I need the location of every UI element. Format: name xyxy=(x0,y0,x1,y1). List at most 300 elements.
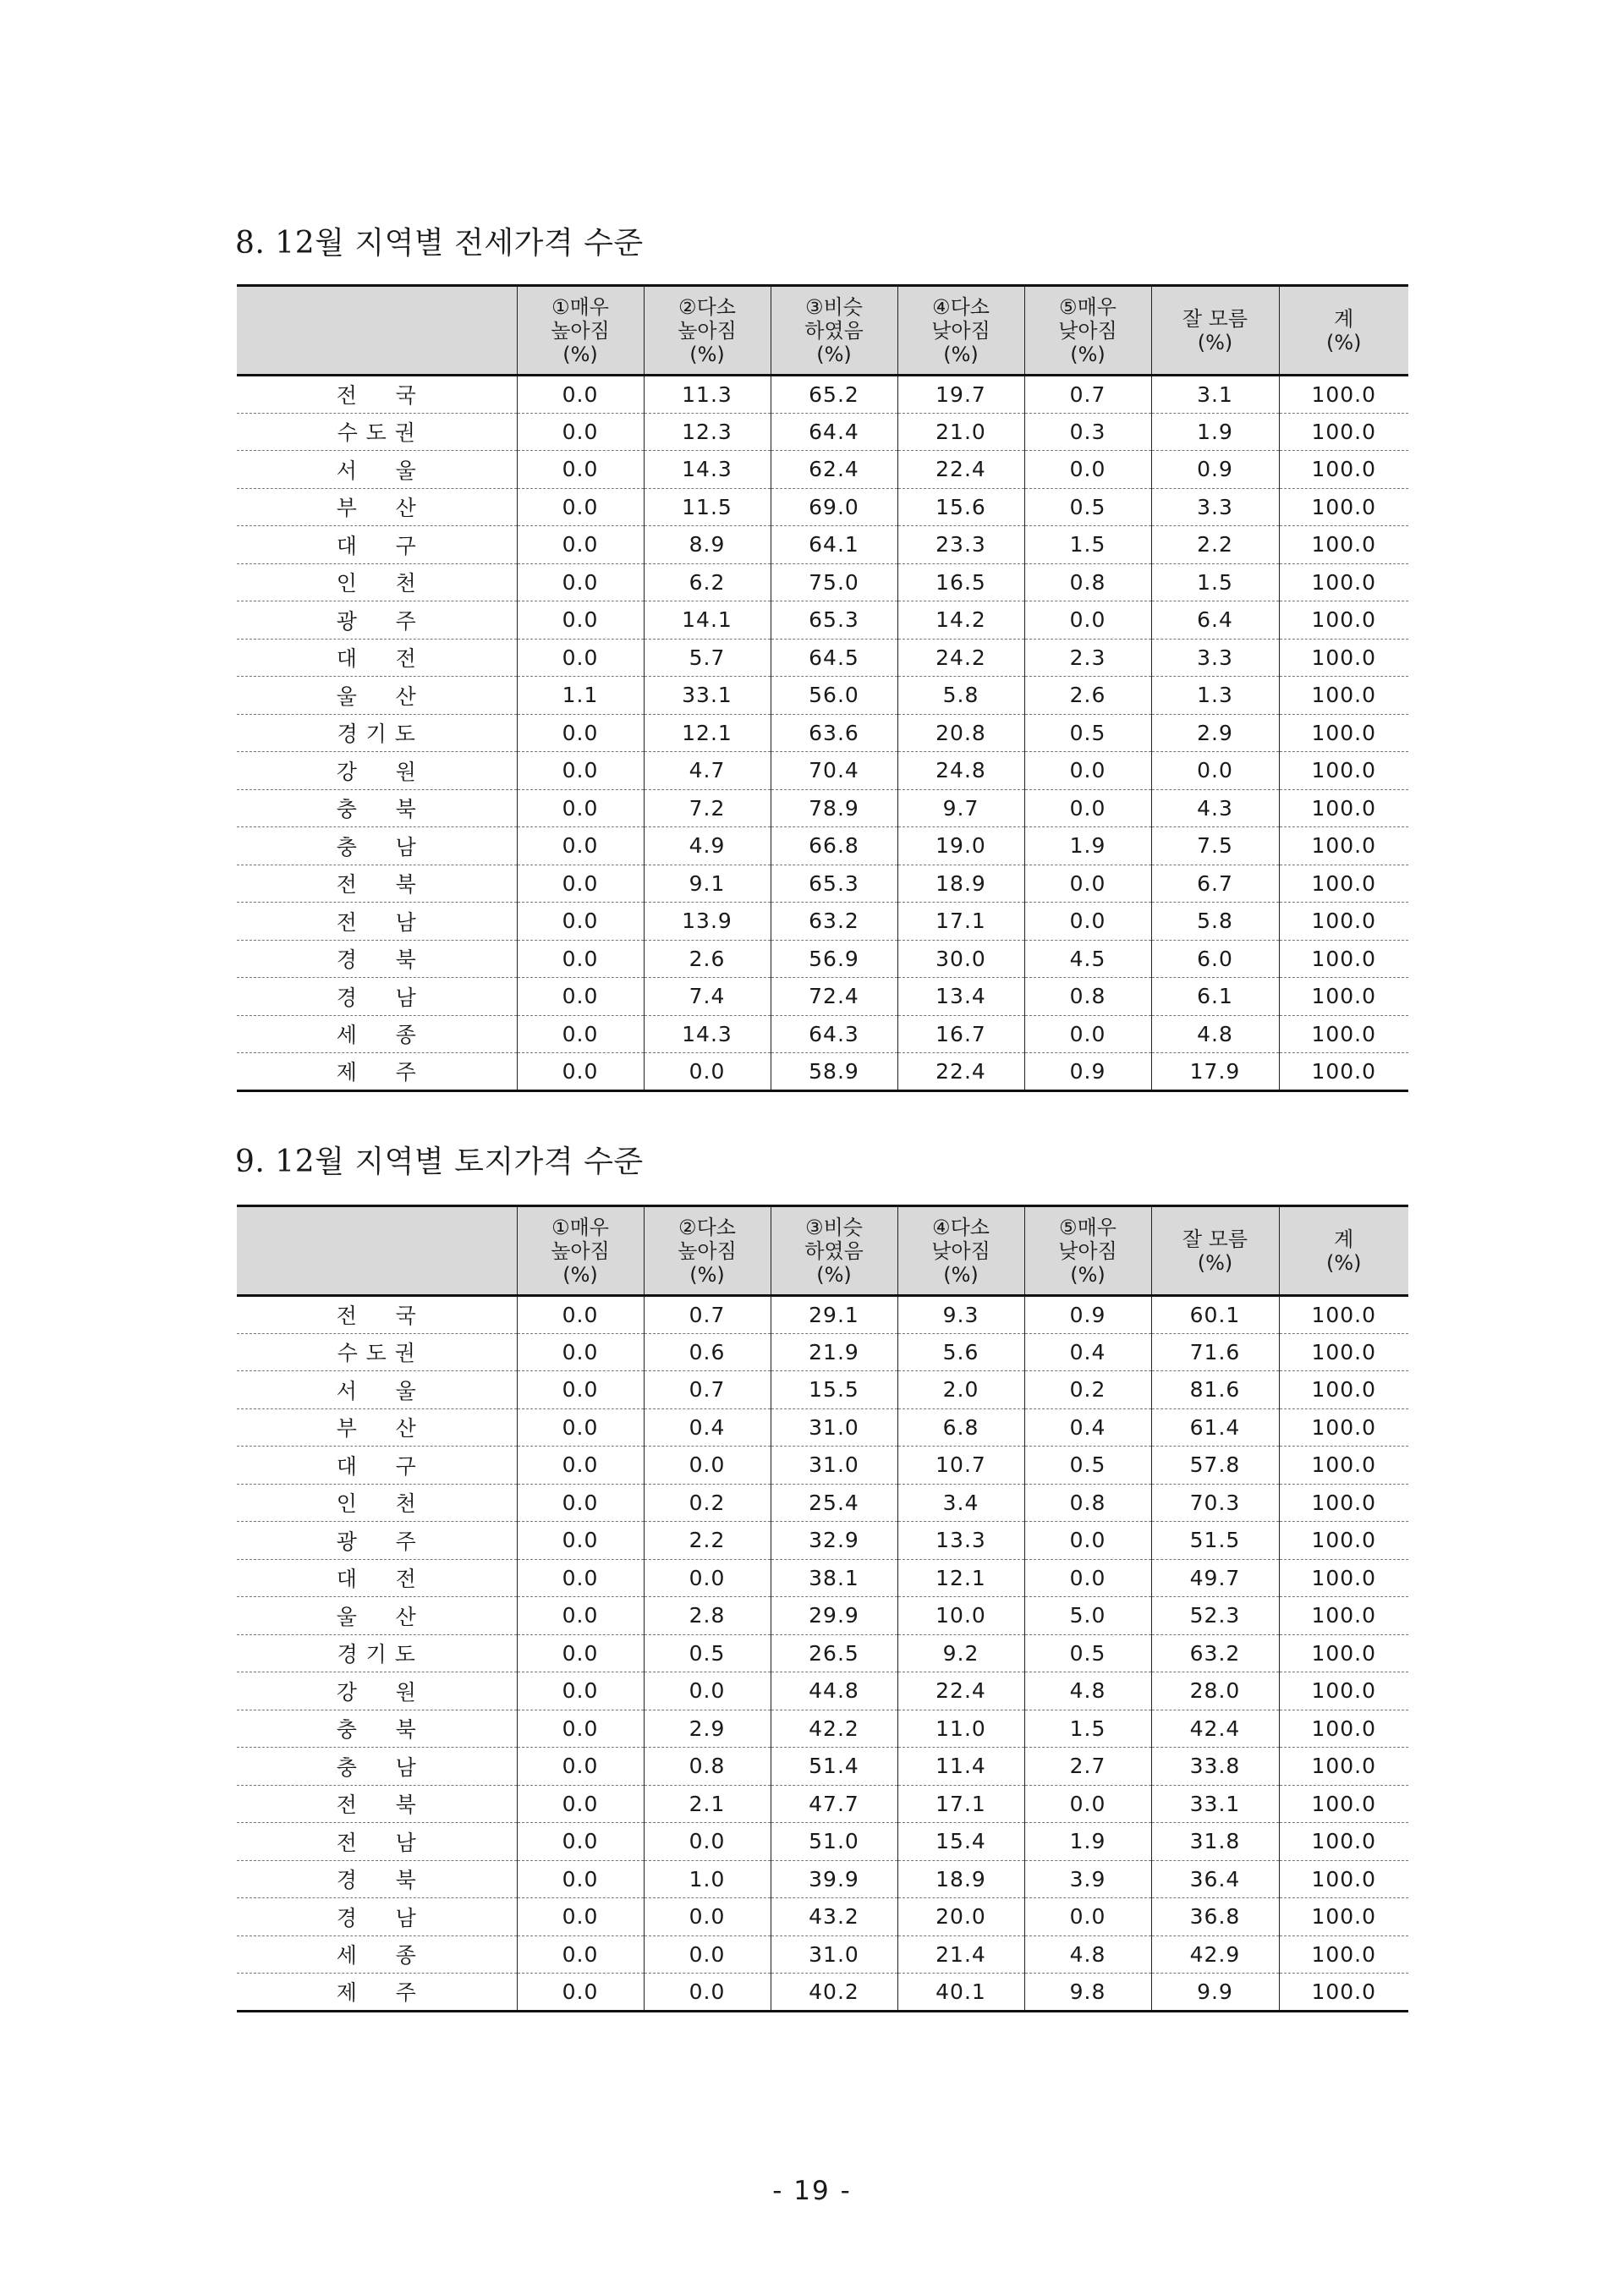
somewhat-high-cell: 0.7 xyxy=(644,1296,771,1334)
region-cell: 경 기 도 xyxy=(237,714,517,752)
region-cell: 전 국 xyxy=(237,376,517,414)
somewhat-high-cell: 12.1 xyxy=(644,714,771,752)
very-high-cell: 0.0 xyxy=(517,1974,644,2012)
similar-cell: 38.1 xyxy=(771,1559,897,1597)
region-cell: 울 산 xyxy=(237,1597,517,1635)
somewhat-high-cell: 2.1 xyxy=(644,1785,771,1823)
table-row xyxy=(237,563,1408,601)
very-high-cell: 0.0 xyxy=(517,1898,644,1936)
somewhat-low-cell: 24.2 xyxy=(897,639,1024,677)
total-cell: 100.0 xyxy=(1279,677,1408,715)
dont-know-cell: 2.2 xyxy=(1151,526,1279,564)
region-cell: 경 북 xyxy=(237,1860,517,1898)
somewhat-high-cell: 0.0 xyxy=(644,1559,771,1597)
somewhat-low-cell: 19.7 xyxy=(897,376,1024,414)
similar-cell: 75.0 xyxy=(771,563,897,601)
total-cell: 100.0 xyxy=(1279,451,1408,489)
very-low-cell: 9.8 xyxy=(1024,1974,1151,2012)
very-high-cell: 1.1 xyxy=(517,677,644,715)
similar-cell: 64.4 xyxy=(771,413,897,451)
region-cell: 수 도 권 xyxy=(237,1333,517,1371)
somewhat-high-cell: 11.3 xyxy=(644,376,771,414)
similar-cell: 31.0 xyxy=(771,1408,897,1447)
very-low-cell: 3.9 xyxy=(1024,1860,1151,1898)
very-low-cell: 2.7 xyxy=(1024,1748,1151,1786)
very-high-cell: 0.0 xyxy=(517,1447,644,1485)
region-cell: 충 남 xyxy=(237,1748,517,1786)
total-cell: 100.0 xyxy=(1279,714,1408,752)
somewhat-high-cell: 0.5 xyxy=(644,1634,771,1672)
header-dont-know: 잘 모름 (%) xyxy=(1151,286,1279,376)
dont-know-cell: 61.4 xyxy=(1151,1408,1279,1447)
similar-cell: 42.2 xyxy=(771,1710,897,1748)
somewhat-low-cell: 10.0 xyxy=(897,1597,1024,1635)
total-cell: 100.0 xyxy=(1279,865,1408,903)
dont-know-cell: 6.1 xyxy=(1151,978,1279,1016)
very-high-cell: 0.0 xyxy=(517,1860,644,1898)
very-high-cell: 0.0 xyxy=(517,488,644,526)
jeonse-price-table xyxy=(237,284,1408,1092)
somewhat-low-cell: 22.4 xyxy=(897,1672,1024,1710)
similar-cell: 63.2 xyxy=(771,903,897,941)
somewhat-high-cell: 7.2 xyxy=(644,789,771,827)
region-cell: 충 북 xyxy=(237,1710,517,1748)
very-low-cell: 0.0 xyxy=(1024,451,1151,489)
table-row xyxy=(237,1522,1408,1560)
very-high-cell: 0.0 xyxy=(517,1015,644,1053)
somewhat-low-cell: 23.3 xyxy=(897,526,1024,564)
very-high-cell: 0.0 xyxy=(517,1371,644,1409)
table-row xyxy=(237,1785,1408,1823)
somewhat-high-cell: 33.1 xyxy=(644,677,771,715)
somewhat-low-cell: 24.8 xyxy=(897,752,1024,790)
somewhat-high-cell: 6.2 xyxy=(644,563,771,601)
dont-know-cell: 33.8 xyxy=(1151,1748,1279,1786)
very-high-cell: 0.0 xyxy=(517,601,644,640)
somewhat-high-cell: 9.1 xyxy=(644,865,771,903)
table-row xyxy=(237,1296,1408,1334)
dont-know-cell: 4.3 xyxy=(1151,789,1279,827)
very-high-cell: 0.0 xyxy=(517,752,644,790)
somewhat-low-cell: 17.1 xyxy=(897,903,1024,941)
total-cell: 100.0 xyxy=(1279,1447,1408,1485)
dont-know-cell: 57.8 xyxy=(1151,1447,1279,1485)
region-cell: 전 국 xyxy=(237,1296,517,1334)
somewhat-high-cell: 11.5 xyxy=(644,488,771,526)
total-cell: 100.0 xyxy=(1279,601,1408,640)
total-cell: 100.0 xyxy=(1279,1296,1408,1334)
similar-cell: 43.2 xyxy=(771,1898,897,1936)
very-low-cell: 0.2 xyxy=(1024,1371,1151,1409)
very-low-cell: 0.5 xyxy=(1024,488,1151,526)
header-very-low: ⑤매우 낮아짐 (%) xyxy=(1024,1206,1151,1296)
somewhat-high-cell: 2.9 xyxy=(644,1710,771,1748)
header-region xyxy=(237,1206,517,1296)
region-cell: 광 주 xyxy=(237,601,517,640)
dont-know-cell: 17.9 xyxy=(1151,1053,1279,1091)
similar-cell: 29.1 xyxy=(771,1296,897,1334)
dont-know-cell: 1.9 xyxy=(1151,413,1279,451)
dont-know-cell: 1.3 xyxy=(1151,677,1279,715)
dont-know-cell: 70.3 xyxy=(1151,1484,1279,1522)
table-row xyxy=(237,865,1408,903)
very-high-cell: 0.0 xyxy=(517,639,644,677)
similar-cell: 47.7 xyxy=(771,1785,897,1823)
total-cell: 100.0 xyxy=(1279,1672,1408,1710)
total-cell: 100.0 xyxy=(1279,563,1408,601)
very-low-cell: 4.8 xyxy=(1024,1935,1151,1974)
very-low-cell: 0.3 xyxy=(1024,413,1151,451)
region-cell: 인 천 xyxy=(237,563,517,601)
very-low-cell: 4.5 xyxy=(1024,940,1151,978)
table-row xyxy=(237,940,1408,978)
region-cell: 강 원 xyxy=(237,752,517,790)
similar-cell: 63.6 xyxy=(771,714,897,752)
region-cell: 대 전 xyxy=(237,1559,517,1597)
very-high-cell: 0.0 xyxy=(517,413,644,451)
somewhat-high-cell: 2.2 xyxy=(644,1522,771,1560)
dont-know-cell: 28.0 xyxy=(1151,1672,1279,1710)
total-cell: 100.0 xyxy=(1279,940,1408,978)
table-row xyxy=(237,789,1408,827)
similar-cell: 31.0 xyxy=(771,1935,897,1974)
total-cell: 100.0 xyxy=(1279,1015,1408,1053)
very-low-cell: 2.6 xyxy=(1024,677,1151,715)
somewhat-low-cell: 20.0 xyxy=(897,1898,1024,1936)
total-cell: 100.0 xyxy=(1279,1597,1408,1635)
very-low-cell: 1.5 xyxy=(1024,526,1151,564)
similar-cell: 70.4 xyxy=(771,752,897,790)
header-very-high: ①매우 높아짐 (%) xyxy=(517,1206,644,1296)
section-title-land: 9. 12월 지역별 토지가격 수준 xyxy=(235,1145,644,1179)
total-cell: 100.0 xyxy=(1279,1898,1408,1936)
table-row xyxy=(237,1015,1408,1053)
region-cell: 강 원 xyxy=(237,1672,517,1710)
region-cell: 전 남 xyxy=(237,903,517,941)
very-low-cell: 1.9 xyxy=(1024,827,1151,865)
somewhat-low-cell: 15.6 xyxy=(897,488,1024,526)
very-low-cell: 4.8 xyxy=(1024,1672,1151,1710)
total-cell: 100.0 xyxy=(1279,1860,1408,1898)
very-low-cell: 0.0 xyxy=(1024,601,1151,640)
similar-cell: 32.9 xyxy=(771,1522,897,1560)
similar-cell: 72.4 xyxy=(771,978,897,1016)
somewhat-low-cell: 9.7 xyxy=(897,789,1024,827)
table-row xyxy=(237,677,1408,715)
very-low-cell: 0.8 xyxy=(1024,978,1151,1016)
very-high-cell: 0.0 xyxy=(517,1935,644,1974)
header-similar: ③비슷 하였음 (%) xyxy=(771,1206,897,1296)
somewhat-low-cell: 14.2 xyxy=(897,601,1024,640)
very-high-cell: 0.0 xyxy=(517,903,644,941)
somewhat-low-cell: 5.8 xyxy=(897,677,1024,715)
table-row xyxy=(237,752,1408,790)
very-high-cell: 0.0 xyxy=(517,1748,644,1786)
total-cell: 100.0 xyxy=(1279,488,1408,526)
table-row xyxy=(237,413,1408,451)
somewhat-low-cell: 13.3 xyxy=(897,1522,1024,1560)
somewhat-low-cell: 9.3 xyxy=(897,1296,1024,1334)
somewhat-high-cell: 0.6 xyxy=(644,1333,771,1371)
region-cell: 인 천 xyxy=(237,1484,517,1522)
region-cell: 제 주 xyxy=(237,1053,517,1091)
dont-know-cell: 33.1 xyxy=(1151,1785,1279,1823)
header-somewhat-low: ④다소 낮아짐 (%) xyxy=(897,286,1024,376)
somewhat-high-cell: 14.3 xyxy=(644,451,771,489)
somewhat-low-cell: 2.0 xyxy=(897,1371,1024,1409)
header-somewhat-low: ④다소 낮아짐 (%) xyxy=(897,1206,1024,1296)
total-cell: 100.0 xyxy=(1279,1974,1408,2012)
somewhat-low-cell: 18.9 xyxy=(897,865,1024,903)
very-high-cell: 0.0 xyxy=(517,451,644,489)
table-row xyxy=(237,1447,1408,1485)
table-row xyxy=(237,1710,1408,1748)
dont-know-cell: 52.3 xyxy=(1151,1597,1279,1635)
table-row xyxy=(237,1898,1408,1936)
very-low-cell: 0.7 xyxy=(1024,376,1151,414)
similar-cell: 31.0 xyxy=(771,1447,897,1485)
total-cell: 100.0 xyxy=(1279,1484,1408,1522)
table-row xyxy=(237,451,1408,489)
very-high-cell: 0.0 xyxy=(517,1785,644,1823)
total-cell: 100.0 xyxy=(1279,978,1408,1016)
dont-know-cell: 0.9 xyxy=(1151,451,1279,489)
region-cell: 경 남 xyxy=(237,978,517,1016)
table-row xyxy=(237,1053,1408,1091)
very-high-cell: 0.0 xyxy=(517,1484,644,1522)
region-cell: 부 산 xyxy=(237,488,517,526)
somewhat-high-cell: 0.7 xyxy=(644,1371,771,1409)
similar-cell: 51.0 xyxy=(771,1823,897,1861)
somewhat-high-cell: 14.1 xyxy=(644,601,771,640)
table-row xyxy=(237,978,1408,1016)
very-high-cell: 0.0 xyxy=(517,526,644,564)
very-low-cell: 0.0 xyxy=(1024,865,1151,903)
table-row xyxy=(237,1672,1408,1710)
similar-cell: 64.3 xyxy=(771,1015,897,1053)
somewhat-high-cell: 0.8 xyxy=(644,1748,771,1786)
similar-cell: 21.9 xyxy=(771,1333,897,1371)
somewhat-high-cell: 5.7 xyxy=(644,639,771,677)
table-row xyxy=(237,488,1408,526)
somewhat-high-cell: 2.8 xyxy=(644,1597,771,1635)
similar-cell: 58.9 xyxy=(771,1053,897,1091)
very-high-cell: 0.0 xyxy=(517,1522,644,1560)
region-cell: 세 종 xyxy=(237,1015,517,1053)
similar-cell: 39.9 xyxy=(771,1860,897,1898)
somewhat-low-cell: 16.5 xyxy=(897,563,1024,601)
somewhat-high-cell: 0.4 xyxy=(644,1408,771,1447)
total-cell: 100.0 xyxy=(1279,789,1408,827)
header-total: 계 (%) xyxy=(1279,1206,1408,1296)
total-cell: 100.0 xyxy=(1279,1333,1408,1371)
dont-know-cell: 60.1 xyxy=(1151,1296,1279,1334)
table-row xyxy=(237,903,1408,941)
table-row xyxy=(237,1408,1408,1447)
total-cell: 100.0 xyxy=(1279,1823,1408,1861)
total-cell: 100.0 xyxy=(1279,752,1408,790)
very-high-cell: 0.0 xyxy=(517,1053,644,1091)
header-somewhat-high: ②다소 높아짐 (%) xyxy=(644,286,771,376)
somewhat-high-cell: 0.0 xyxy=(644,1974,771,2012)
table-row xyxy=(237,1974,1408,2012)
region-cell: 수 도 권 xyxy=(237,413,517,451)
very-high-cell: 0.0 xyxy=(517,1408,644,1447)
header-very-low: ⑤매우 낮아짐 (%) xyxy=(1024,286,1151,376)
dont-know-cell: 4.8 xyxy=(1151,1015,1279,1053)
region-cell: 광 주 xyxy=(237,1522,517,1560)
header-somewhat-high: ②다소 높아짐 (%) xyxy=(644,1206,771,1296)
total-cell: 100.0 xyxy=(1279,1634,1408,1672)
somewhat-high-cell: 8.9 xyxy=(644,526,771,564)
dont-know-cell: 49.7 xyxy=(1151,1559,1279,1597)
somewhat-high-cell: 4.9 xyxy=(644,827,771,865)
section-title-jeonse: 8. 12월 지역별 전세가격 수준 xyxy=(235,226,644,261)
region-cell: 경 북 xyxy=(237,940,517,978)
dont-know-cell: 5.8 xyxy=(1151,903,1279,941)
region-cell: 대 구 xyxy=(237,526,517,564)
very-low-cell: 5.0 xyxy=(1024,1597,1151,1635)
region-cell: 대 구 xyxy=(237,1447,517,1485)
region-cell: 충 남 xyxy=(237,827,517,865)
similar-cell: 65.3 xyxy=(771,865,897,903)
dont-know-cell: 6.4 xyxy=(1151,601,1279,640)
somewhat-low-cell: 20.8 xyxy=(897,714,1024,752)
very-high-cell: 0.0 xyxy=(517,1823,644,1861)
similar-cell: 26.5 xyxy=(771,1634,897,1672)
very-high-cell: 0.0 xyxy=(517,563,644,601)
dont-know-cell: 71.6 xyxy=(1151,1333,1279,1371)
somewhat-high-cell: 0.2 xyxy=(644,1484,771,1522)
somewhat-high-cell: 0.0 xyxy=(644,1672,771,1710)
total-cell: 100.0 xyxy=(1279,526,1408,564)
somewhat-high-cell: 0.0 xyxy=(644,1823,771,1861)
similar-cell: 25.4 xyxy=(771,1484,897,1522)
dont-know-cell: 6.7 xyxy=(1151,865,1279,903)
very-low-cell: 0.0 xyxy=(1024,1898,1151,1936)
table-row xyxy=(237,1371,1408,1409)
dont-know-cell: 51.5 xyxy=(1151,1522,1279,1560)
region-cell: 울 산 xyxy=(237,677,517,715)
very-high-cell: 0.0 xyxy=(517,789,644,827)
table-row xyxy=(237,827,1408,865)
very-low-cell: 0.5 xyxy=(1024,714,1151,752)
dont-know-cell: 36.8 xyxy=(1151,1898,1279,1936)
region-cell: 전 북 xyxy=(237,1785,517,1823)
table-row xyxy=(237,1333,1408,1371)
table-row xyxy=(237,526,1408,564)
very-low-cell: 0.5 xyxy=(1024,1447,1151,1485)
similar-cell: 56.0 xyxy=(771,677,897,715)
table-row xyxy=(237,1634,1408,1672)
similar-cell: 15.5 xyxy=(771,1371,897,1409)
very-high-cell: 0.0 xyxy=(517,714,644,752)
somewhat-high-cell: 2.6 xyxy=(644,940,771,978)
very-low-cell: 0.0 xyxy=(1024,1785,1151,1823)
dont-know-cell: 3.3 xyxy=(1151,639,1279,677)
somewhat-low-cell: 21.0 xyxy=(897,413,1024,451)
somewhat-low-cell: 18.9 xyxy=(897,1860,1024,1898)
somewhat-high-cell: 0.0 xyxy=(644,1447,771,1485)
table-row xyxy=(237,1484,1408,1522)
very-low-cell: 0.0 xyxy=(1024,789,1151,827)
dont-know-cell: 3.3 xyxy=(1151,488,1279,526)
table-header-row xyxy=(237,286,1408,376)
very-high-cell: 0.0 xyxy=(517,1634,644,1672)
region-cell: 부 산 xyxy=(237,1408,517,1447)
somewhat-high-cell: 1.0 xyxy=(644,1860,771,1898)
somewhat-low-cell: 11.4 xyxy=(897,1748,1024,1786)
table-row xyxy=(237,1823,1408,1861)
very-low-cell: 0.5 xyxy=(1024,1634,1151,1672)
region-cell: 제 주 xyxy=(237,1974,517,2012)
very-low-cell: 1.5 xyxy=(1024,1710,1151,1748)
very-high-cell: 0.0 xyxy=(517,940,644,978)
very-low-cell: 2.3 xyxy=(1024,639,1151,677)
region-cell: 전 남 xyxy=(237,1823,517,1861)
total-cell: 100.0 xyxy=(1279,639,1408,677)
dont-know-cell: 36.4 xyxy=(1151,1860,1279,1898)
page-number: - 19 - xyxy=(772,2176,852,2206)
very-high-cell: 0.0 xyxy=(517,1296,644,1334)
very-high-cell: 0.0 xyxy=(517,1672,644,1710)
table-row xyxy=(237,601,1408,640)
dont-know-cell: 63.2 xyxy=(1151,1634,1279,1672)
somewhat-low-cell: 16.7 xyxy=(897,1015,1024,1053)
table-row xyxy=(237,1748,1408,1786)
table-row xyxy=(237,1860,1408,1898)
somewhat-low-cell: 30.0 xyxy=(897,940,1024,978)
dont-know-cell: 0.0 xyxy=(1151,752,1279,790)
total-cell: 100.0 xyxy=(1279,413,1408,451)
somewhat-low-cell: 19.0 xyxy=(897,827,1024,865)
very-high-cell: 0.0 xyxy=(517,827,644,865)
somewhat-low-cell: 22.4 xyxy=(897,1053,1024,1091)
table-row xyxy=(237,1935,1408,1974)
land-price-table xyxy=(237,1205,1408,2012)
somewhat-high-cell: 0.0 xyxy=(644,1898,771,1936)
table-row xyxy=(237,714,1408,752)
very-high-cell: 0.0 xyxy=(517,1597,644,1635)
somewhat-low-cell: 5.6 xyxy=(897,1333,1024,1371)
dont-know-cell: 42.4 xyxy=(1151,1710,1279,1748)
similar-cell: 44.8 xyxy=(771,1672,897,1710)
total-cell: 100.0 xyxy=(1279,1710,1408,1748)
somewhat-low-cell: 13.4 xyxy=(897,978,1024,1016)
somewhat-low-cell: 21.4 xyxy=(897,1935,1024,1974)
similar-cell: 56.9 xyxy=(771,940,897,978)
total-cell: 100.0 xyxy=(1279,1371,1408,1409)
somewhat-low-cell: 3.4 xyxy=(897,1484,1024,1522)
table-row xyxy=(237,1597,1408,1635)
somewhat-high-cell: 12.3 xyxy=(644,413,771,451)
very-low-cell: 0.9 xyxy=(1024,1053,1151,1091)
dont-know-cell: 9.9 xyxy=(1151,1974,1279,2012)
similar-cell: 40.2 xyxy=(771,1974,897,2012)
total-cell: 100.0 xyxy=(1279,903,1408,941)
very-low-cell: 0.0 xyxy=(1024,903,1151,941)
similar-cell: 64.1 xyxy=(771,526,897,564)
similar-cell: 78.9 xyxy=(771,789,897,827)
very-high-cell: 0.0 xyxy=(517,376,644,414)
very-low-cell: 0.8 xyxy=(1024,1484,1151,1522)
somewhat-low-cell: 11.0 xyxy=(897,1710,1024,1748)
total-cell: 100.0 xyxy=(1279,1748,1408,1786)
dont-know-cell: 3.1 xyxy=(1151,376,1279,414)
dont-know-cell: 42.9 xyxy=(1151,1935,1279,1974)
very-low-cell: 0.4 xyxy=(1024,1333,1151,1371)
region-cell: 경 기 도 xyxy=(237,1634,517,1672)
